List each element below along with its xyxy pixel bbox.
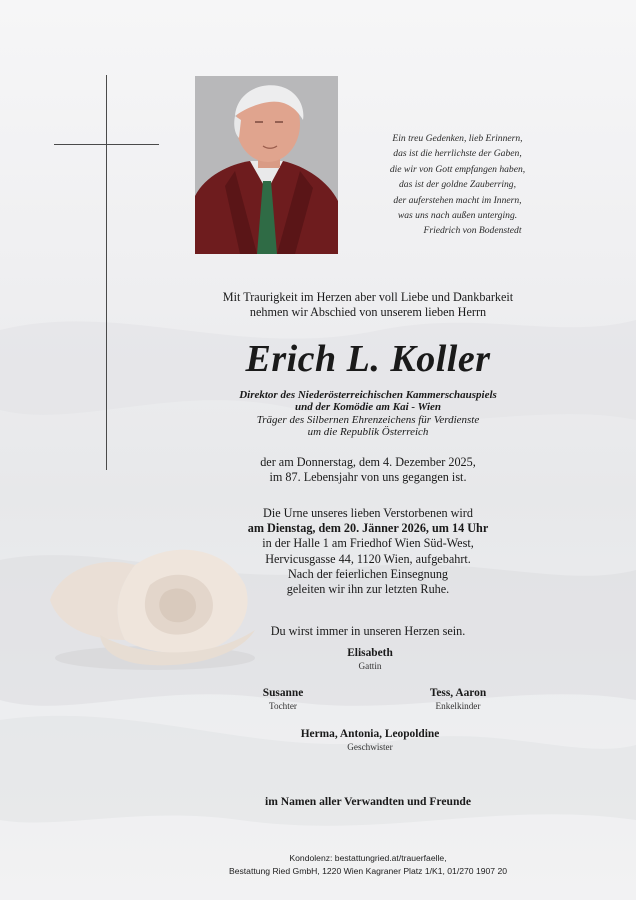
- family-role: Enkelkinder: [435, 701, 481, 711]
- family-role: Tochter: [269, 701, 297, 711]
- family-name: Susanne: [262, 687, 304, 699]
- poem-line: das ist die herrlichste der Gaben,: [393, 148, 522, 160]
- family-member: [290, 646, 450, 672]
- family-member: [223, 686, 343, 712]
- funeral-info: [168, 506, 568, 597]
- death-notice: [168, 455, 568, 484]
- title-line: Direktor des Niederösterreichischen Kammerschauspiels: [239, 389, 497, 401]
- footer-contact: [168, 852, 568, 878]
- honor-line: Träger des Silbernen Ehrenzeichens für Verdienste: [256, 413, 480, 426]
- funeral-line: Nach der feierlichen Einsegnung: [287, 566, 449, 581]
- funeral-line: Hervicusgasse 44, 1120 Wien, aufgebahrt.: [265, 551, 471, 566]
- funeral-line: Die Urne unseres lieben Verstorbenen wird: [263, 506, 473, 520]
- portrait-photo: [195, 76, 338, 254]
- funeral-date: am Dienstag, dem 20. Jänner 2026, um 14 Uhr: [247, 521, 489, 536]
- funeral-line: in der Halle 1 am Friedhof Wien Süd-West,: [262, 536, 474, 551]
- intro-line: Mit Traurigkeit im Herzen aber voll Liebe und Dankbarkeit: [222, 290, 514, 304]
- family-name: Elisabeth: [347, 647, 393, 659]
- poem-line: das ist der goldne Zauberring,: [399, 179, 516, 191]
- forever-line: Du wirst immer in unseren Herzen sein.: [270, 624, 466, 638]
- family-name: Herma, Antonia, Leopoldine: [300, 728, 440, 740]
- deceased-name: Erich L. Koller: [245, 338, 491, 380]
- memorial-cross-icon: [106, 75, 107, 470]
- poem-line: die wir von Gott empfangen haben,: [389, 163, 526, 175]
- family-member: [260, 727, 480, 753]
- family-role: Geschwister: [347, 742, 393, 752]
- memorial-cross-bar: [54, 144, 159, 145]
- condolence-link[interactable]: Kondolenz: bestattungried.at/trauerfaelle,: [289, 853, 447, 863]
- intro-text: [168, 290, 568, 320]
- deceased-titles: [168, 389, 568, 439]
- death-line: der am Donnerstag, dem 4. Dezember 2025,: [260, 455, 476, 469]
- intro-line: nehmen wir Abschied von unserem lieben Herrn: [249, 305, 487, 319]
- family-role: Gattin: [358, 661, 382, 671]
- honor-line: um die Republik Österreich: [307, 426, 429, 439]
- poem-line: der auferstehen macht im Innern,: [393, 194, 522, 206]
- funeral-line: geleiten wir ihn zur letzten Ruhe.: [286, 582, 450, 597]
- title-line: und der Komödie am Kai - Wien: [294, 401, 442, 414]
- poem-line: Ein treu Gedenken, lieb Erinnern,: [392, 133, 523, 144]
- death-line: im 87. Lebensjahr von uns gegangen ist.: [269, 469, 467, 484]
- poem-line: was uns nach außen unterging.: [397, 210, 518, 222]
- funeral-home-address: Bestattung Ried GmbH, 1220 Wien Kagraner Platz 1/K1, 01/270 1907 20: [228, 866, 508, 876]
- closing-line: im Namen aller Verwandten und Freunde: [264, 795, 472, 808]
- family-name: Tess, Aaron: [429, 687, 487, 699]
- family-member: [398, 686, 518, 712]
- memorial-poem: [360, 131, 555, 239]
- poem-author: Friedrich von Bodenstedt: [423, 225, 522, 237]
